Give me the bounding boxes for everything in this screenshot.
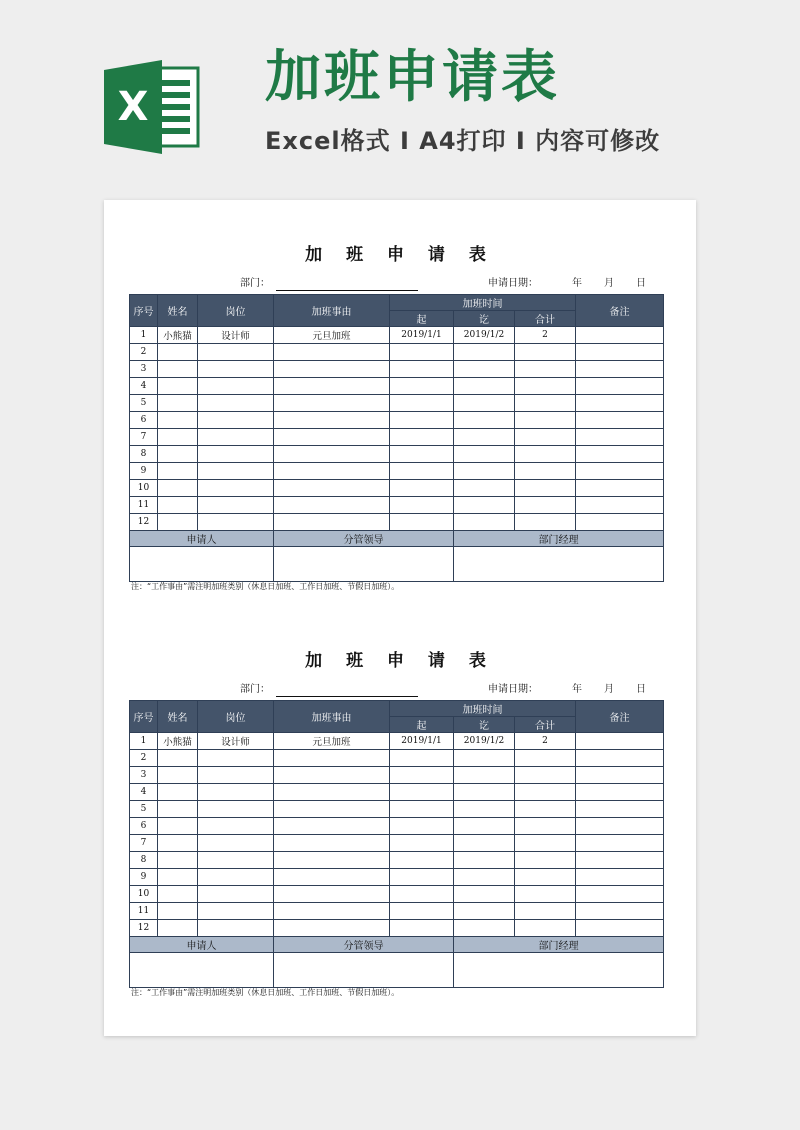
cell-remark[interactable]: [576, 784, 664, 801]
cell-name[interactable]: [158, 869, 198, 886]
cell-start[interactable]: [390, 497, 454, 514]
cell-reason[interactable]: [274, 750, 390, 767]
cell-start[interactable]: [390, 835, 454, 852]
excel-logo-letter: X: [117, 84, 149, 130]
document-subtitle: Excel格式 I A4打印 I 内容可修改: [265, 127, 661, 155]
cell-seq[interactable]: 3: [130, 767, 158, 784]
overtime-form-2: [104, 606, 696, 1006]
cell-end[interactable]: [454, 480, 515, 497]
cell-position[interactable]: [198, 497, 274, 514]
cell-position[interactable]: [198, 801, 274, 818]
cell-position[interactable]: [198, 835, 274, 852]
cell-reason[interactable]: [274, 463, 390, 480]
column-header-overtime-time: 加班时间: [390, 701, 576, 717]
cell-position[interactable]: [198, 429, 274, 446]
cell-total[interactable]: [515, 395, 576, 412]
cell-start[interactable]: [390, 767, 454, 784]
cell-name[interactable]: [158, 344, 198, 361]
cell-start[interactable]: 2019/1/1: [390, 327, 454, 344]
cell-seq[interactable]: 3: [130, 361, 158, 378]
cell-start[interactable]: [390, 903, 454, 920]
cell-name[interactable]: [158, 412, 198, 429]
applicant-signature-cell[interactable]: [130, 953, 274, 988]
cell-remark[interactable]: [576, 733, 664, 750]
cell-start[interactable]: [390, 344, 454, 361]
cell-name[interactable]: [158, 514, 198, 531]
cell-total[interactable]: 2: [515, 327, 576, 344]
cell-reason[interactable]: [274, 344, 390, 361]
cell-total[interactable]: [515, 920, 576, 937]
cell-seq[interactable]: 6: [130, 412, 158, 429]
column-header-start: 起: [390, 717, 454, 733]
cell-start[interactable]: [390, 463, 454, 480]
cell-name[interactable]: [158, 463, 198, 480]
cell-remark[interactable]: [576, 903, 664, 920]
cell-name[interactable]: [158, 818, 198, 835]
cell-position[interactable]: [198, 395, 274, 412]
cell-total[interactable]: [515, 497, 576, 514]
year-label: 年: [572, 278, 582, 289]
cell-total[interactable]: [515, 801, 576, 818]
cell-remark[interactable]: [576, 446, 664, 463]
cell-seq[interactable]: 2: [130, 750, 158, 767]
cell-reason[interactable]: [274, 767, 390, 784]
cell-total[interactable]: [515, 378, 576, 395]
manager-signature-cell[interactable]: [454, 547, 664, 582]
cell-position[interactable]: [198, 852, 274, 869]
table-row: [130, 446, 664, 463]
cell-start[interactable]: [390, 852, 454, 869]
cell-reason[interactable]: [274, 429, 390, 446]
cell-start[interactable]: [390, 920, 454, 937]
cell-start[interactable]: [390, 886, 454, 903]
cell-name[interactable]: [158, 767, 198, 784]
cell-end[interactable]: [454, 463, 515, 480]
table-row: [130, 903, 664, 920]
table-row: [130, 818, 664, 835]
cell-reason[interactable]: [274, 818, 390, 835]
cell-name[interactable]: [158, 429, 198, 446]
table-row: [130, 327, 664, 344]
cell-name[interactable]: [158, 835, 198, 852]
cell-name[interactable]: [158, 784, 198, 801]
cell-name[interactable]: [158, 886, 198, 903]
cell-position[interactable]: [198, 767, 274, 784]
cell-total[interactable]: [515, 886, 576, 903]
column-header-name: 姓名: [158, 701, 198, 733]
cell-end[interactable]: [454, 412, 515, 429]
column-header-end: 讫: [454, 311, 515, 327]
cell-end[interactable]: [454, 767, 515, 784]
cell-reason[interactable]: [274, 514, 390, 531]
cell-reason[interactable]: [274, 480, 390, 497]
table-row: [130, 514, 664, 531]
applicant-label: 申请人: [130, 531, 274, 547]
cell-remark[interactable]: [576, 852, 664, 869]
cell-start[interactable]: [390, 361, 454, 378]
cell-reason[interactable]: [274, 395, 390, 412]
supervisor-label: 分管领导: [274, 531, 454, 547]
cell-end[interactable]: [454, 497, 515, 514]
table-body: [130, 733, 664, 937]
day-label: 日: [636, 278, 646, 289]
cell-position[interactable]: [198, 818, 274, 835]
cell-remark[interactable]: [576, 327, 664, 344]
cell-name[interactable]: 小熊猫: [158, 733, 198, 750]
table-row: [130, 497, 664, 514]
cell-remark[interactable]: [576, 801, 664, 818]
cell-start[interactable]: [390, 514, 454, 531]
cell-position[interactable]: [198, 412, 274, 429]
cell-position[interactable]: [198, 378, 274, 395]
cell-reason[interactable]: [274, 886, 390, 903]
manager-signature-cell[interactable]: [454, 953, 664, 988]
cell-position[interactable]: [198, 514, 274, 531]
cell-end[interactable]: [454, 429, 515, 446]
cell-remark[interactable]: [576, 886, 664, 903]
department-label: 部门：: [240, 684, 270, 695]
cell-total[interactable]: [515, 903, 576, 920]
column-header-name: 姓名: [158, 295, 198, 327]
department-field-line[interactable]: [276, 696, 418, 697]
cell-start[interactable]: [390, 429, 454, 446]
overtime-form-1: [104, 200, 696, 600]
cell-position[interactable]: [198, 344, 274, 361]
cell-seq[interactable]: 9: [130, 869, 158, 886]
cell-name[interactable]: [158, 395, 198, 412]
cell-seq[interactable]: 6: [130, 818, 158, 835]
cell-end[interactable]: [454, 818, 515, 835]
cell-remark[interactable]: [576, 429, 664, 446]
cell-end[interactable]: 2019/1/2: [454, 733, 515, 750]
cell-seq[interactable]: 4: [130, 378, 158, 395]
apply-date-label: 申请日期：: [488, 278, 538, 289]
cell-total[interactable]: [515, 463, 576, 480]
excel-logo-icon: [104, 58, 202, 156]
table-row: [130, 344, 664, 361]
month-label: 月: [604, 278, 614, 289]
cell-reason[interactable]: [274, 920, 390, 937]
cell-end[interactable]: [454, 903, 515, 920]
column-header-remark: 备注: [576, 701, 664, 733]
cell-end[interactable]: [454, 378, 515, 395]
overtime-table: [129, 700, 664, 988]
cell-position[interactable]: [198, 869, 274, 886]
cell-end[interactable]: 2019/1/2: [454, 327, 515, 344]
cell-name[interactable]: [158, 497, 198, 514]
cell-total[interactable]: [515, 361, 576, 378]
cell-total[interactable]: [515, 818, 576, 835]
cell-reason[interactable]: [274, 852, 390, 869]
cell-position[interactable]: 设计师: [198, 327, 274, 344]
cell-end[interactable]: [454, 344, 515, 361]
cell-position[interactable]: [198, 463, 274, 480]
table-row: [130, 412, 664, 429]
cell-reason[interactable]: 元旦加班: [274, 733, 390, 750]
cell-total[interactable]: [515, 480, 576, 497]
cell-start[interactable]: [390, 446, 454, 463]
cell-seq[interactable]: 2: [130, 344, 158, 361]
table-body: [130, 327, 664, 531]
column-header-position: 岗位: [198, 701, 274, 733]
cell-remark[interactable]: [576, 463, 664, 480]
table-row: [130, 886, 664, 903]
column-header-start: 起: [390, 311, 454, 327]
apply-date-label: 申请日期：: [488, 684, 538, 695]
cell-end[interactable]: [454, 446, 515, 463]
cell-reason[interactable]: [274, 361, 390, 378]
cell-seq[interactable]: 7: [130, 835, 158, 852]
cell-seq[interactable]: 4: [130, 784, 158, 801]
department-field-line[interactable]: [276, 290, 418, 291]
department-label: 部门：: [240, 278, 270, 289]
cell-remark[interactable]: [576, 750, 664, 767]
cell-end[interactable]: [454, 395, 515, 412]
column-header-seq: 序号: [130, 701, 158, 733]
cell-reason[interactable]: [274, 378, 390, 395]
overtime-table: [129, 294, 664, 582]
table-row: [130, 835, 664, 852]
cell-remark[interactable]: [576, 361, 664, 378]
table-row: [130, 429, 664, 446]
cell-total[interactable]: [515, 767, 576, 784]
cell-position[interactable]: [198, 446, 274, 463]
cell-position[interactable]: [198, 361, 274, 378]
cell-seq[interactable]: 9: [130, 463, 158, 480]
year-label: 年: [572, 684, 582, 695]
cell-remark[interactable]: [576, 835, 664, 852]
manager-label: 部门经理: [454, 531, 664, 547]
cell-position[interactable]: [198, 480, 274, 497]
cell-name[interactable]: [158, 801, 198, 818]
cell-seq[interactable]: 7: [130, 429, 158, 446]
cell-reason[interactable]: [274, 903, 390, 920]
cell-position[interactable]: [198, 920, 274, 937]
table-row: [130, 784, 664, 801]
cell-total[interactable]: [515, 344, 576, 361]
cell-start[interactable]: [390, 818, 454, 835]
cell-total[interactable]: 2: [515, 733, 576, 750]
cell-start[interactable]: [390, 750, 454, 767]
cell-reason[interactable]: [274, 869, 390, 886]
cell-seq[interactable]: 10: [130, 480, 158, 497]
table-row: [130, 852, 664, 869]
cell-end[interactable]: [454, 869, 515, 886]
cell-name[interactable]: [158, 852, 198, 869]
cell-remark[interactable]: [576, 869, 664, 886]
column-header-overtime-time: 加班时间: [390, 295, 576, 311]
table-row: [130, 801, 664, 818]
table-row: [130, 395, 664, 412]
cell-reason[interactable]: 元旦加班: [274, 327, 390, 344]
table-row: [130, 463, 664, 480]
column-header-total: 合计: [515, 311, 576, 327]
table-row: [130, 869, 664, 886]
cell-end[interactable]: [454, 886, 515, 903]
cell-end[interactable]: [454, 361, 515, 378]
cell-remark[interactable]: [576, 920, 664, 937]
cell-end[interactable]: [454, 514, 515, 531]
cell-total[interactable]: [515, 514, 576, 531]
column-header-remark: 备注: [576, 295, 664, 327]
cell-total[interactable]: [515, 869, 576, 886]
cell-end[interactable]: [454, 801, 515, 818]
cell-reason[interactable]: [274, 784, 390, 801]
cell-seq[interactable]: 11: [130, 497, 158, 514]
manager-label: 部门经理: [454, 937, 664, 953]
supervisor-label: 分管领导: [274, 937, 454, 953]
cell-position[interactable]: 设计师: [198, 733, 274, 750]
cell-start[interactable]: [390, 480, 454, 497]
cell-name[interactable]: [158, 446, 198, 463]
supervisor-signature-cell[interactable]: [274, 547, 454, 582]
cell-total[interactable]: [515, 852, 576, 869]
cell-name[interactable]: [158, 480, 198, 497]
cell-end[interactable]: [454, 920, 515, 937]
cell-seq[interactable]: 12: [130, 514, 158, 531]
cell-seq[interactable]: 11: [130, 903, 158, 920]
cell-seq[interactable]: 8: [130, 446, 158, 463]
cell-total[interactable]: [515, 750, 576, 767]
cell-seq[interactable]: 1: [130, 733, 158, 750]
cell-seq[interactable]: 10: [130, 886, 158, 903]
cell-name[interactable]: [158, 361, 198, 378]
form-note: 注：“工作事由”需注明加班类别（休息日加班、工作日加班、节假日加班）。: [131, 582, 400, 591]
cell-reason[interactable]: [274, 446, 390, 463]
cell-seq[interactable]: 8: [130, 852, 158, 869]
cell-total[interactable]: [515, 784, 576, 801]
table-row: [130, 750, 664, 767]
cell-total[interactable]: [515, 446, 576, 463]
cell-start[interactable]: [390, 869, 454, 886]
column-header-reason: 加班事由: [274, 701, 390, 733]
cell-end[interactable]: [454, 852, 515, 869]
cell-start[interactable]: [390, 784, 454, 801]
cell-name[interactable]: [158, 903, 198, 920]
cell-end[interactable]: [454, 750, 515, 767]
cell-start[interactable]: [390, 395, 454, 412]
cell-total[interactable]: [515, 429, 576, 446]
cell-remark[interactable]: [576, 480, 664, 497]
cell-seq[interactable]: 1: [130, 327, 158, 344]
cell-name[interactable]: [158, 750, 198, 767]
cell-reason[interactable]: [274, 497, 390, 514]
table-row: [130, 733, 664, 750]
cell-position[interactable]: [198, 784, 274, 801]
cell-seq[interactable]: 12: [130, 920, 158, 937]
cell-name[interactable]: 小熊猫: [158, 327, 198, 344]
cell-remark[interactable]: [576, 818, 664, 835]
cell-remark[interactable]: [576, 767, 664, 784]
cell-remark[interactable]: [576, 412, 664, 429]
cell-start[interactable]: [390, 378, 454, 395]
table-row: [130, 361, 664, 378]
cell-seq[interactable]: 5: [130, 395, 158, 412]
document-title: 加班申请表: [265, 45, 560, 110]
column-header-end: 讫: [454, 717, 515, 733]
column-header-total: 合计: [515, 717, 576, 733]
cell-remark[interactable]: [576, 395, 664, 412]
cell-reason[interactable]: [274, 801, 390, 818]
cell-seq[interactable]: 5: [130, 801, 158, 818]
cell-remark[interactable]: [576, 514, 664, 531]
form-title: 加 班 申 请 表: [305, 245, 495, 265]
supervisor-signature-cell[interactable]: [274, 953, 454, 988]
cell-start[interactable]: [390, 412, 454, 429]
form-sheet: [104, 200, 696, 1036]
cell-remark[interactable]: [576, 378, 664, 395]
table-row: [130, 920, 664, 937]
cell-start[interactable]: 2019/1/1: [390, 733, 454, 750]
cell-start[interactable]: [390, 801, 454, 818]
table-row: [130, 480, 664, 497]
applicant-signature-cell[interactable]: [130, 547, 274, 582]
cell-name[interactable]: [158, 378, 198, 395]
cell-position[interactable]: [198, 750, 274, 767]
applicant-label: 申请人: [130, 937, 274, 953]
cell-total[interactable]: [515, 835, 576, 852]
cell-end[interactable]: [454, 835, 515, 852]
cell-end[interactable]: [454, 784, 515, 801]
column-header-seq: 序号: [130, 295, 158, 327]
cell-remark[interactable]: [576, 344, 664, 361]
cell-reason[interactable]: [274, 412, 390, 429]
table-row: [130, 767, 664, 784]
table-row: [130, 378, 664, 395]
cell-total[interactable]: [515, 412, 576, 429]
cell-position[interactable]: [198, 903, 274, 920]
form-note: 注：“工作事由”需注明加班类别（休息日加班、工作日加班、节假日加班）。: [131, 988, 400, 997]
cell-remark[interactable]: [576, 497, 664, 514]
day-label: 日: [636, 684, 646, 695]
cell-position[interactable]: [198, 886, 274, 903]
column-header-position: 岗位: [198, 295, 274, 327]
cell-reason[interactable]: [274, 835, 390, 852]
form-title: 加 班 申 请 表: [305, 651, 495, 671]
column-header-reason: 加班事由: [274, 295, 390, 327]
month-label: 月: [604, 684, 614, 695]
cell-name[interactable]: [158, 920, 198, 937]
